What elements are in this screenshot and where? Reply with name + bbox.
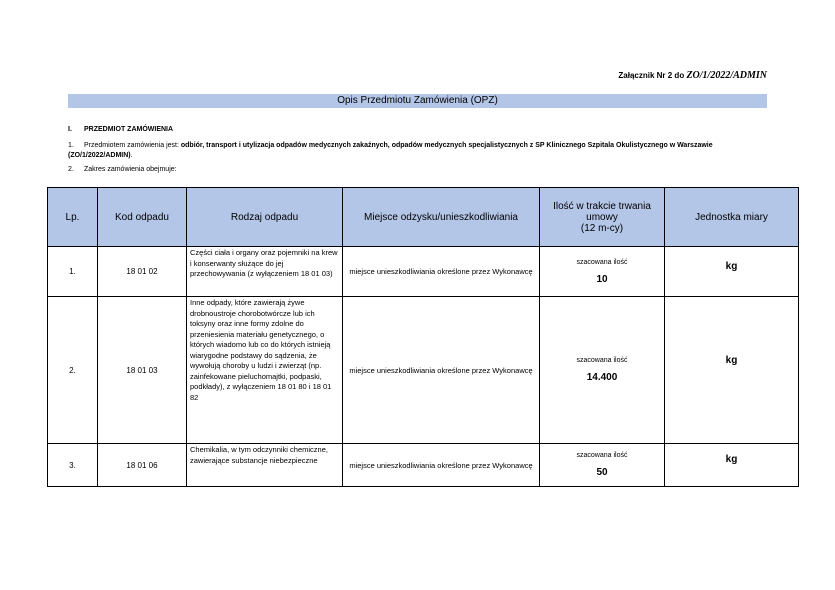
attachment-ref: ZO/1/2022/ADMIN xyxy=(686,70,767,81)
cell-unit: kg xyxy=(665,297,799,444)
header-ilosc-line1: Ilość w trakcie trwania umowy xyxy=(553,200,651,223)
table-row xyxy=(48,444,799,487)
item-scope xyxy=(68,166,177,173)
cell-kod: 18 01 02 xyxy=(98,247,187,297)
cell-miejsce: miejsce unieszkodliwiania określone przez Wykonawcę xyxy=(343,247,540,297)
waste-table xyxy=(47,187,799,487)
cell-miejsce: miejsce unieszkodliwiania określone przez Wykonawcę xyxy=(343,297,540,444)
item-subject-suffix: . xyxy=(130,152,133,159)
cell-lp: 2. xyxy=(48,297,98,444)
cell-rodzaj: Inne odpady, które zawierają żywe drobnoustroje chorobotwórcze lub ich toksyny oraz inne formy zdolne do przeniesienia materiału genetycznego, o których wiadomo lub co do których istnieją wiarygodne podstawy do sądzenia, że wywołują choroby u ludzi i zwierząt (np. zainfekowane pieluchomajtki, podpaski, podkłady), z wyłączeniem 18 01 80 i 18 01 82 xyxy=(187,297,343,444)
cell-unit: kg xyxy=(665,247,799,297)
quantity-value: 10 xyxy=(596,273,608,285)
cell-kod: 18 01 03 xyxy=(98,297,187,444)
header-lp: Lp. xyxy=(48,188,98,247)
section-number: I. xyxy=(68,126,72,133)
document-title: Opis Przedmiotu Zamówienia (OPZ) xyxy=(68,94,767,108)
header-rodzaj: Rodzaj odpadu xyxy=(187,188,343,247)
table-header-row xyxy=(48,188,799,247)
cell-kod: 18 01 06 xyxy=(98,444,187,487)
header-ilosc-line2: (12 m-cy) xyxy=(580,222,624,234)
item-number: 2. xyxy=(68,166,74,173)
cell-lp: 1. xyxy=(48,247,98,297)
section-title: PRZEDMIOT ZAMÓWIENIA xyxy=(84,126,174,133)
section-heading xyxy=(68,126,173,133)
header-miejsce: Miejsce odzysku/unieszkodliwiania xyxy=(343,188,540,247)
quantity-value: 14.400 xyxy=(586,372,618,383)
cell-miejsce: miejsce unieszkodliwiania określone przez Wykonawcę xyxy=(343,444,540,487)
item-scope-text: Zakres zamówienia obejmuje: xyxy=(84,166,177,173)
cell-ilosc xyxy=(540,297,665,444)
table-row xyxy=(48,247,799,297)
attachment-prefix: Załącznik Nr 2 do xyxy=(618,71,685,80)
cell-ilosc xyxy=(540,444,665,487)
estimate-label: szacowana ilość xyxy=(576,452,628,459)
header-jednostka: Jednostka miary xyxy=(665,188,799,247)
cell-lp: 3. xyxy=(48,444,98,487)
item-subject xyxy=(68,141,768,161)
header-kod: Kod odpadu xyxy=(98,188,187,247)
attachment-reference xyxy=(618,70,767,81)
quantity-value: 50 xyxy=(596,467,608,478)
cell-rodzaj: Chemikalia, w tym odczynniki chemiczne, zawierające substancje niebezpieczne xyxy=(187,444,343,487)
estimate-label: szacowana ilość xyxy=(576,258,628,266)
table-row xyxy=(48,297,799,444)
item-subject-prefix: Przedmiotem zamówienia jest: xyxy=(84,142,181,149)
estimate-label: szacowana ilość xyxy=(576,357,628,364)
item-number: 1. xyxy=(68,142,74,149)
item-subject-bold: odbiór, transport i utylizacja odpadów medycznych zakaźnych, odpadów medycznych specjalistycznych z SP Klinicznego Szpitala Okulistycznego w Warszawie (ZO/1/2022/ADMIN) xyxy=(68,142,713,159)
cell-unit: kg xyxy=(665,444,799,487)
header-ilosc xyxy=(540,188,665,247)
cell-rodzaj: Części ciała i organy oraz pojemniki na krew i konserwanty służące do jej przechowywania (z wyłączeniem 18 01 03) xyxy=(187,247,343,297)
cell-ilosc xyxy=(540,247,665,297)
